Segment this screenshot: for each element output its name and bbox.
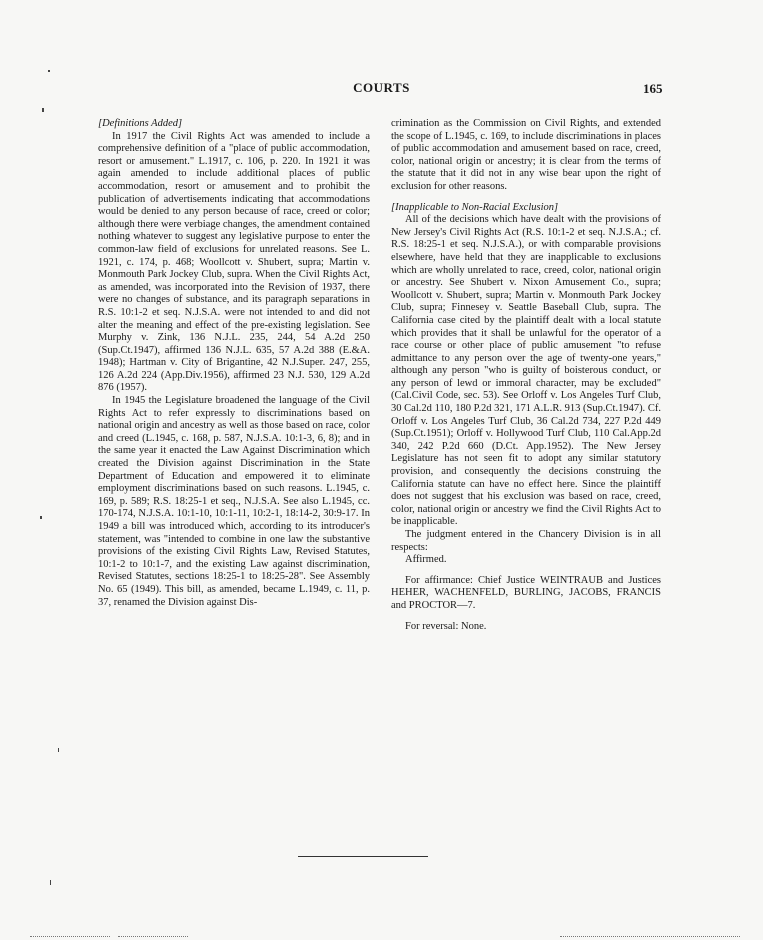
scan-edge-line	[560, 936, 740, 937]
section-heading-inapplicable: [Inapplicable to Non-Racial Exclusion]	[391, 201, 559, 213]
scan-edge-line	[118, 936, 188, 937]
right-column	[391, 118, 661, 633]
scan-speck	[50, 880, 51, 885]
section-heading-definitions: [Definitions Added]	[98, 118, 183, 129]
paragraph: All of the decisions which have dealt with the provisions of New Jersey's Civil Rights Act (R.S. 10:1-2 et seq. N.J.S.A.; cf. R.S. 18:25-1 et seq. N.J.S.A.), or with comparable provisions elsewhere, have held that they are inapplicable to exclusions which are wholly unrelated to race, creed, color, national origin or ancestry. See Shubert v. Nixon Amusement Co., supra; Woollcott v. Shubert, supra; Martin v. Monmouth Park Jockey Club, supra; Finnesey v. Seattle Baseball Club, supra. The California case cited by the plaintiff dealt with a local statute which provides that it shall be unlawful for the operator of a race course or other place of public amusement "to refuse admittance to any person over the age of twenty-one years," although any person "who is guilty of boisterous conduct, or any person of lewd or immoral character, may be excluded" (Cal.Civil Code, sec. 53). See Orloff v. Los Angeles Turf Club, 30 Cal.2d 110, 180 P.2d 321, 171 A.L.R. 913 (Sup.Ct.1947). Cf. Orloff v. Los Angeles Turf Club, 36 Cal.2d 734, 227 P.2d 449 (Sup.Ct.1951); Orloff v. Hollywood Turf Club, 110 Cal.App.2d 340, 242 P.2d 660 (D.Ct. App.1952). The New Jersey Legislature has not seen fit to adopt any similar statutory provision, and consequently the decisions construing the California statute can have no effect here. Since the plaintiff does not suggest that his exclusion was based on race, creed, color, national origin or ancestry we find the Civil Rights Act to be inapplicable.	[391, 214, 661, 528]
paragraph: In 1945 the Legislature broadened the language of the Civil Rights Act to refer expressly to discriminations based on national origin and ancestry as well as those based on race, color and creed (L.1945, c. 168, p. 587, N.J.S.A. 10:1-3, 6, 8); and in the same year it enacted the Law Against Discrimination which created the Division against Discrimination in the State Department of Education and empowered it to eliminate employment discriminations based on such reasons. L.1945, c. 169, p. 589; R.S. 18:25-1 et seq., N.J.S.A. See also L.1945, cc. 170-174, N.J.S.A. 10:1-10, 10:1-11, 10:2-1, 18:14-2, 30:9-17. In 1949 a bill was introduced which, according to its introducer's statement, was "intended to combine in one law the substantive provisions of the existing Civil Rights Law, Revised Statutes, 10:1-2 to 10:1-7, and the existing Law against discrimination, Revised Statutes, sections 18:25-1 to 18:25-28". See Assembly No. 65 (1949). This bill, as amended, became L.1949, c. 11, p. 37, renamed the Division against Dis-	[98, 395, 370, 608]
affirmance-vote: For affirmance: Chief Justice WEINTRAUB and Justices HEHER, WACHENFELD, BURLING, JACOBS, FRANCIS and PROCTOR—7.	[391, 574, 661, 611]
footer-rule	[298, 856, 428, 857]
reversal-vote: For reversal: None.	[405, 620, 487, 632]
scan-speck	[58, 748, 59, 752]
paragraph: In 1917 the Civil Rights Act was amended to include a comprehensive definition of a "place of public accommodation, resort or amusement." L.1917, c. 106, p. 220. In 1921 it was again amended to include additional places of public accommodation, resort or amusement and to prohibit the publication of advertisements indicating that accommodations would be denied to any person because of race, creed or color; although there were verbiage changes, the amendment contained nothing whatever to suggest any legislative purpose to enter the common-law field of exclusions for unrelated reasons. See L. 1921, c. 174, p. 468; Woollcott v. Shubert, supra; Martin v. Monmouth Park Jockey Club, supra. When the Civil Rights Act, as amended, was incorporated into the Revision of 1937, there were no changes of substance, and its paragraph separations in R.S. 10:1-2 et seq. N.J.S.A. were not intended to and did not alter the meaning and effect of the pre-existing legislation. See Murphy v. Zink, 136 N.J.L. 235, 244, 54 A.2d 250 (Sup.Ct.1947), affirmed 136 N.J.L. 635, 57 A.2d 388 (E.&A. 1948); Hartman v. City of Brigantine, 42 N.J.Super. 247, 255, 126 A.2d 224 (App.Div.1956), affirmed 23 N.J. 530, 129 A.2d 876 (1957).	[98, 130, 370, 394]
page-number: 165	[643, 81, 663, 96]
paragraph: The judgment entered in the Chancery Division is in all respects:	[391, 529, 661, 553]
paragraph-continuation: crimination as the Commission on Civil Rights, and extended the scope of L.1945, c. 169, to include discriminations in places of public accommodation and amusement based on race, creed, color, national origin or ancestry; it is clear from the terms of the statute that it did not in any wise bear upon the right of exclusion for other reasons.	[391, 118, 661, 192]
left-column	[98, 118, 370, 609]
scan-speck	[48, 70, 50, 72]
scan-edge-line	[30, 936, 110, 937]
scan-speck	[42, 108, 44, 112]
running-header: COURTS	[353, 80, 410, 95]
scan-speck	[40, 516, 42, 519]
disposition: Affirmed.	[405, 554, 447, 566]
